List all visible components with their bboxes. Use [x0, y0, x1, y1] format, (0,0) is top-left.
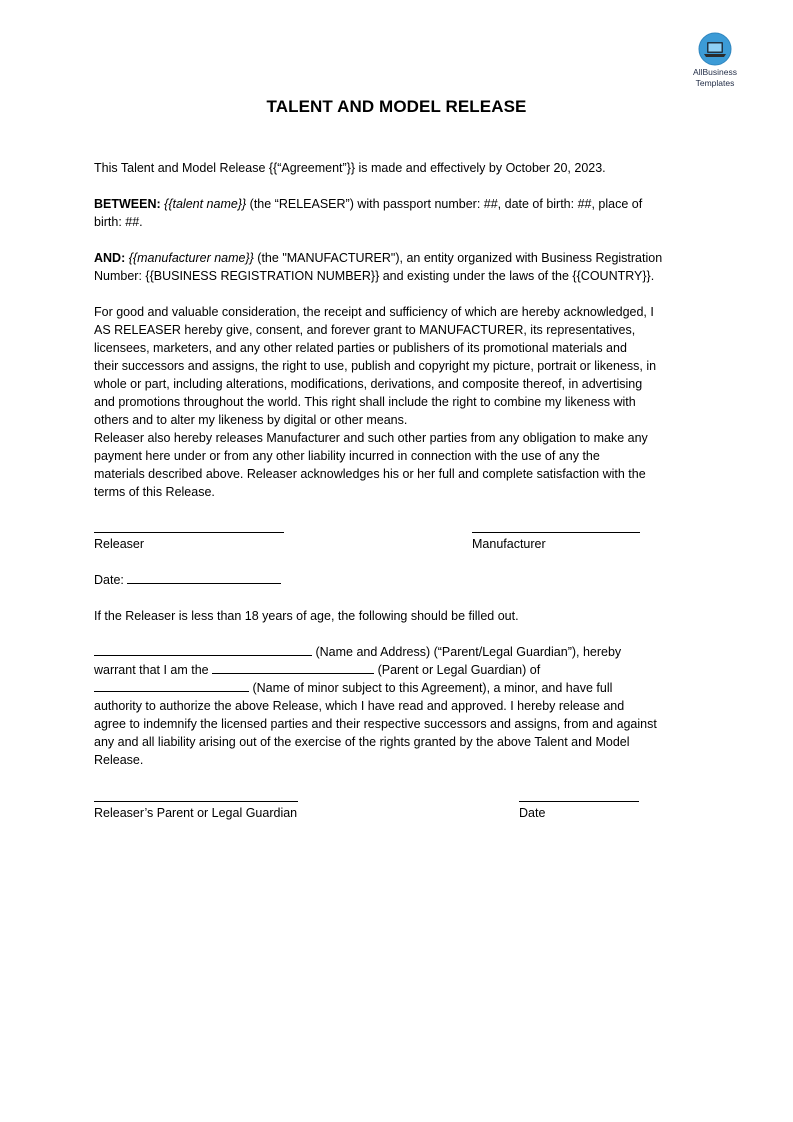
- date-label: Date:: [94, 573, 128, 587]
- between-paragraph: [94, 195, 702, 231]
- talent-name-placeholder: {{talent name}}: [164, 197, 247, 211]
- manufacturer-label: Manufacturer: [472, 537, 546, 551]
- guardian-name-address-field[interactable]: [94, 643, 312, 656]
- manufacturer-signature-line[interactable]: [472, 532, 640, 533]
- consideration-line: materials described above. Releaser acknowledges his or her full and complete satisfaction with the: [94, 467, 646, 481]
- between-line2-text: birth: ##.: [94, 215, 143, 229]
- guardian-line6-text: any and all liability arising out of the exercise of the rights granted by the above Talent and Model: [94, 735, 630, 749]
- guardian-line3-text: (Name of minor subject to this Agreement), a minor, and have full: [249, 681, 613, 695]
- logo-text-line1: AllBusiness: [693, 67, 737, 77]
- laptop-icon: [698, 32, 732, 66]
- guardian-line1-text: (Name and Address) (“Parent/Legal Guardian”), hereby: [312, 645, 622, 659]
- consideration-line: payment here under or from any other liability incurred in connection with the use of any the: [94, 449, 600, 463]
- consideration-line: For good and valuable consideration, the receipt and sufficiency of which are hereby acknowledged, I: [94, 305, 654, 319]
- minor-name-field[interactable]: [94, 679, 249, 692]
- manufacturer-name-placeholder: {{manufacturer name}}: [128, 251, 254, 265]
- guardian-line4-text: authority to authorize the above Release, which I have read and approved. I hereby release and: [94, 699, 625, 713]
- and-paragraph: [94, 249, 702, 285]
- guardian-line5-text: agree to indemnify the licensed parties and their respective successors and assigns, from and against: [94, 717, 657, 731]
- minor-notice-text: If the Releaser is less than 18 years of age, the following should be filled out.: [94, 609, 519, 623]
- guardian-signature-label: Releaser’s Parent or Legal Guardian: [94, 806, 298, 820]
- logo-text-line2: Templates: [695, 78, 735, 88]
- guardian-date-label: Date: [519, 806, 546, 820]
- intro-text: This Talent and Model Release {{“Agreement”}} is made and effectively by October 20, 2023.: [94, 161, 606, 175]
- guardian-line2-start: warrant that I am the: [94, 663, 213, 677]
- guardian-date-line[interactable]: [519, 801, 639, 802]
- guardian-line7-text: Release.: [94, 753, 144, 767]
- consideration-line: and promotions throughout the world. This right shall include the right to combine my likeness with: [94, 395, 636, 409]
- between-label: BETWEEN:: [94, 197, 161, 211]
- between-line1-text: (the “RELEASER”) with passport number: ##, date of birth: ##, place of: [246, 197, 643, 211]
- releaser-signature-line[interactable]: [94, 532, 284, 533]
- guardian-paragraph: [94, 643, 702, 769]
- consideration-line: whole or part, including alterations, modifications, derivations, and composite thereof, in advertising: [94, 377, 643, 391]
- consideration-line: licensees, marketers, and any other related parties or publishers of its promotional materials and: [94, 341, 627, 355]
- date-signature-line[interactable]: [127, 571, 281, 584]
- consideration-line: others and to alter my likeness by digital or other means.: [94, 413, 408, 427]
- date-row: [94, 571, 281, 589]
- document-title: TALENT AND MODEL RELEASE: [266, 97, 527, 116]
- guardian-signature-line[interactable]: [94, 801, 298, 802]
- releaser-label: Releaser: [94, 537, 145, 551]
- guardian-line2-text: (Parent or Legal Guardian) of: [374, 663, 541, 677]
- consideration-line: terms of this Release.: [94, 485, 215, 499]
- and-line2-text: Number: {{BUSINESS REGISTRATION NUMBER}} and existing under the laws of the {{COUNTRY}}.: [94, 269, 655, 283]
- minor-notice-paragraph: [94, 607, 702, 625]
- consideration-paragraph: [94, 303, 702, 501]
- guardian-role-field[interactable]: [212, 661, 374, 674]
- consideration-line: their successors and assigns, the right to use, publish and copyright my picture, portrait or likeness, in: [94, 359, 657, 373]
- and-label: AND:: [94, 251, 126, 265]
- consideration-line: AS RELEASER hereby give, consent, and forever grant to MANUFACTURER, its representatives,: [94, 323, 636, 337]
- intro-paragraph: [94, 159, 702, 177]
- and-line1-text: (the "MANUFACTURER"), an entity organized with Business Registration: [253, 251, 663, 265]
- consideration-line: Releaser also hereby releases Manufacturer and such other parties from any obligation to make any: [94, 431, 648, 445]
- allbusiness-templates-logo: [686, 32, 744, 88]
